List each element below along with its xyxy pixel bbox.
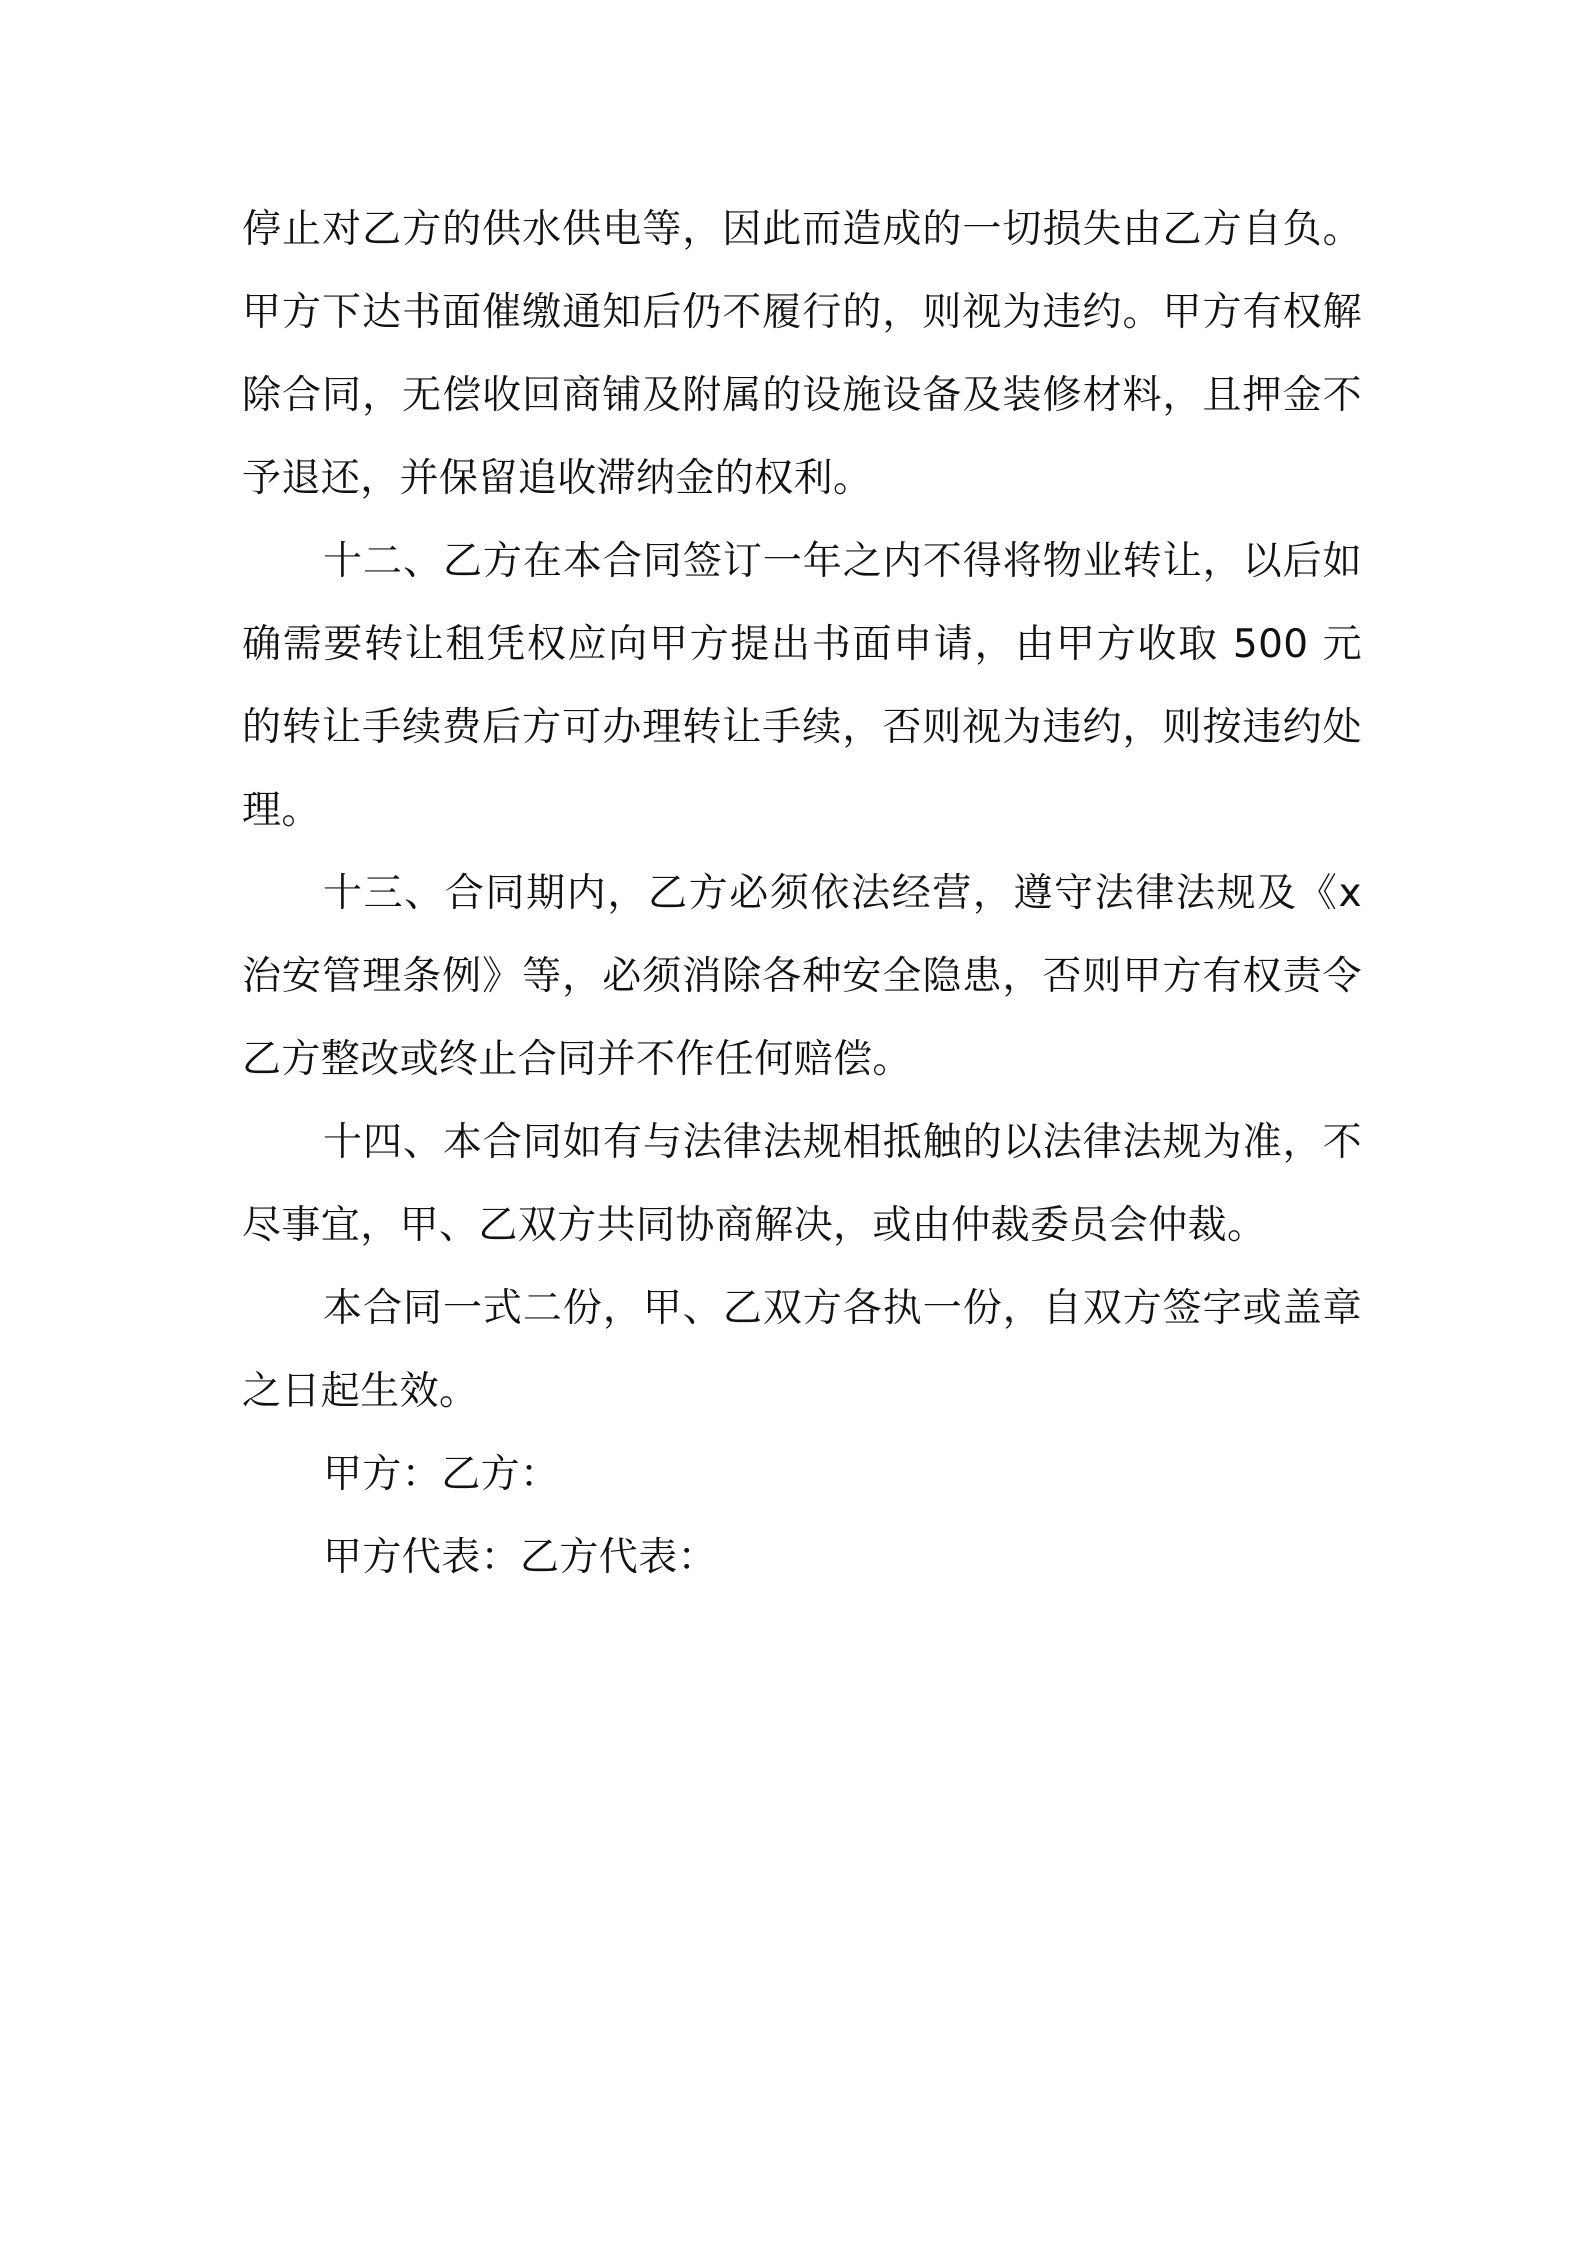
text-line: 停止对乙方的供水供电等，因此而造成的一切损失由乙方自负。 xyxy=(242,207,1362,252)
text-line: 的转让手续费后方可办理转让手续，否则视为违约，则按违约处 xyxy=(242,705,1362,750)
text-line: 之日起生效。 xyxy=(242,1369,479,1414)
signature-parties: 甲方：乙方： xyxy=(323,1452,560,1497)
text-line: 确需要转让租凭权应向甲方提出书面申请，由甲方收取 500 元 xyxy=(242,622,1362,667)
text-line: 理。 xyxy=(242,788,321,833)
signature-representatives: 甲方代表：乙方代表： xyxy=(323,1535,718,1580)
text-line: 予退还，并保留追收滞纳金的权利。 xyxy=(242,456,873,501)
text-line: 尽事宜，甲、乙双方共同协商解决，或由仲裁委员会仲裁。 xyxy=(242,1203,1267,1248)
clause-12-first-line: 十二、乙方在本合同签订一年之内不得将物业转让，以后如 xyxy=(323,539,1362,584)
clause-14-first-line: 十四、本合同如有与法律法规相抵触的以法律法规为准，不 xyxy=(323,1120,1362,1165)
text-line: 甲方下达书面催缴通知后仍不履行的，则视为违约。甲方有权解 xyxy=(242,290,1362,335)
text-line: 乙方整改或终止合同并不作任何赔偿。 xyxy=(242,1037,912,1082)
text-line: 治安管理条例》等，必须消除各种安全隐患，否则甲方有权责令 xyxy=(242,954,1362,999)
clause-13-first-line: 十三、合同期内，乙方必须依法经营，遵守法律法规及《x xyxy=(323,871,1362,916)
effective-clause-first-line: 本合同一式二份，甲、乙双方各执一份，自双方签字或盖章 xyxy=(323,1286,1362,1331)
text-line: 除合同，无偿收回商铺及附属的设施设备及装修材料，且押金不 xyxy=(242,373,1362,418)
